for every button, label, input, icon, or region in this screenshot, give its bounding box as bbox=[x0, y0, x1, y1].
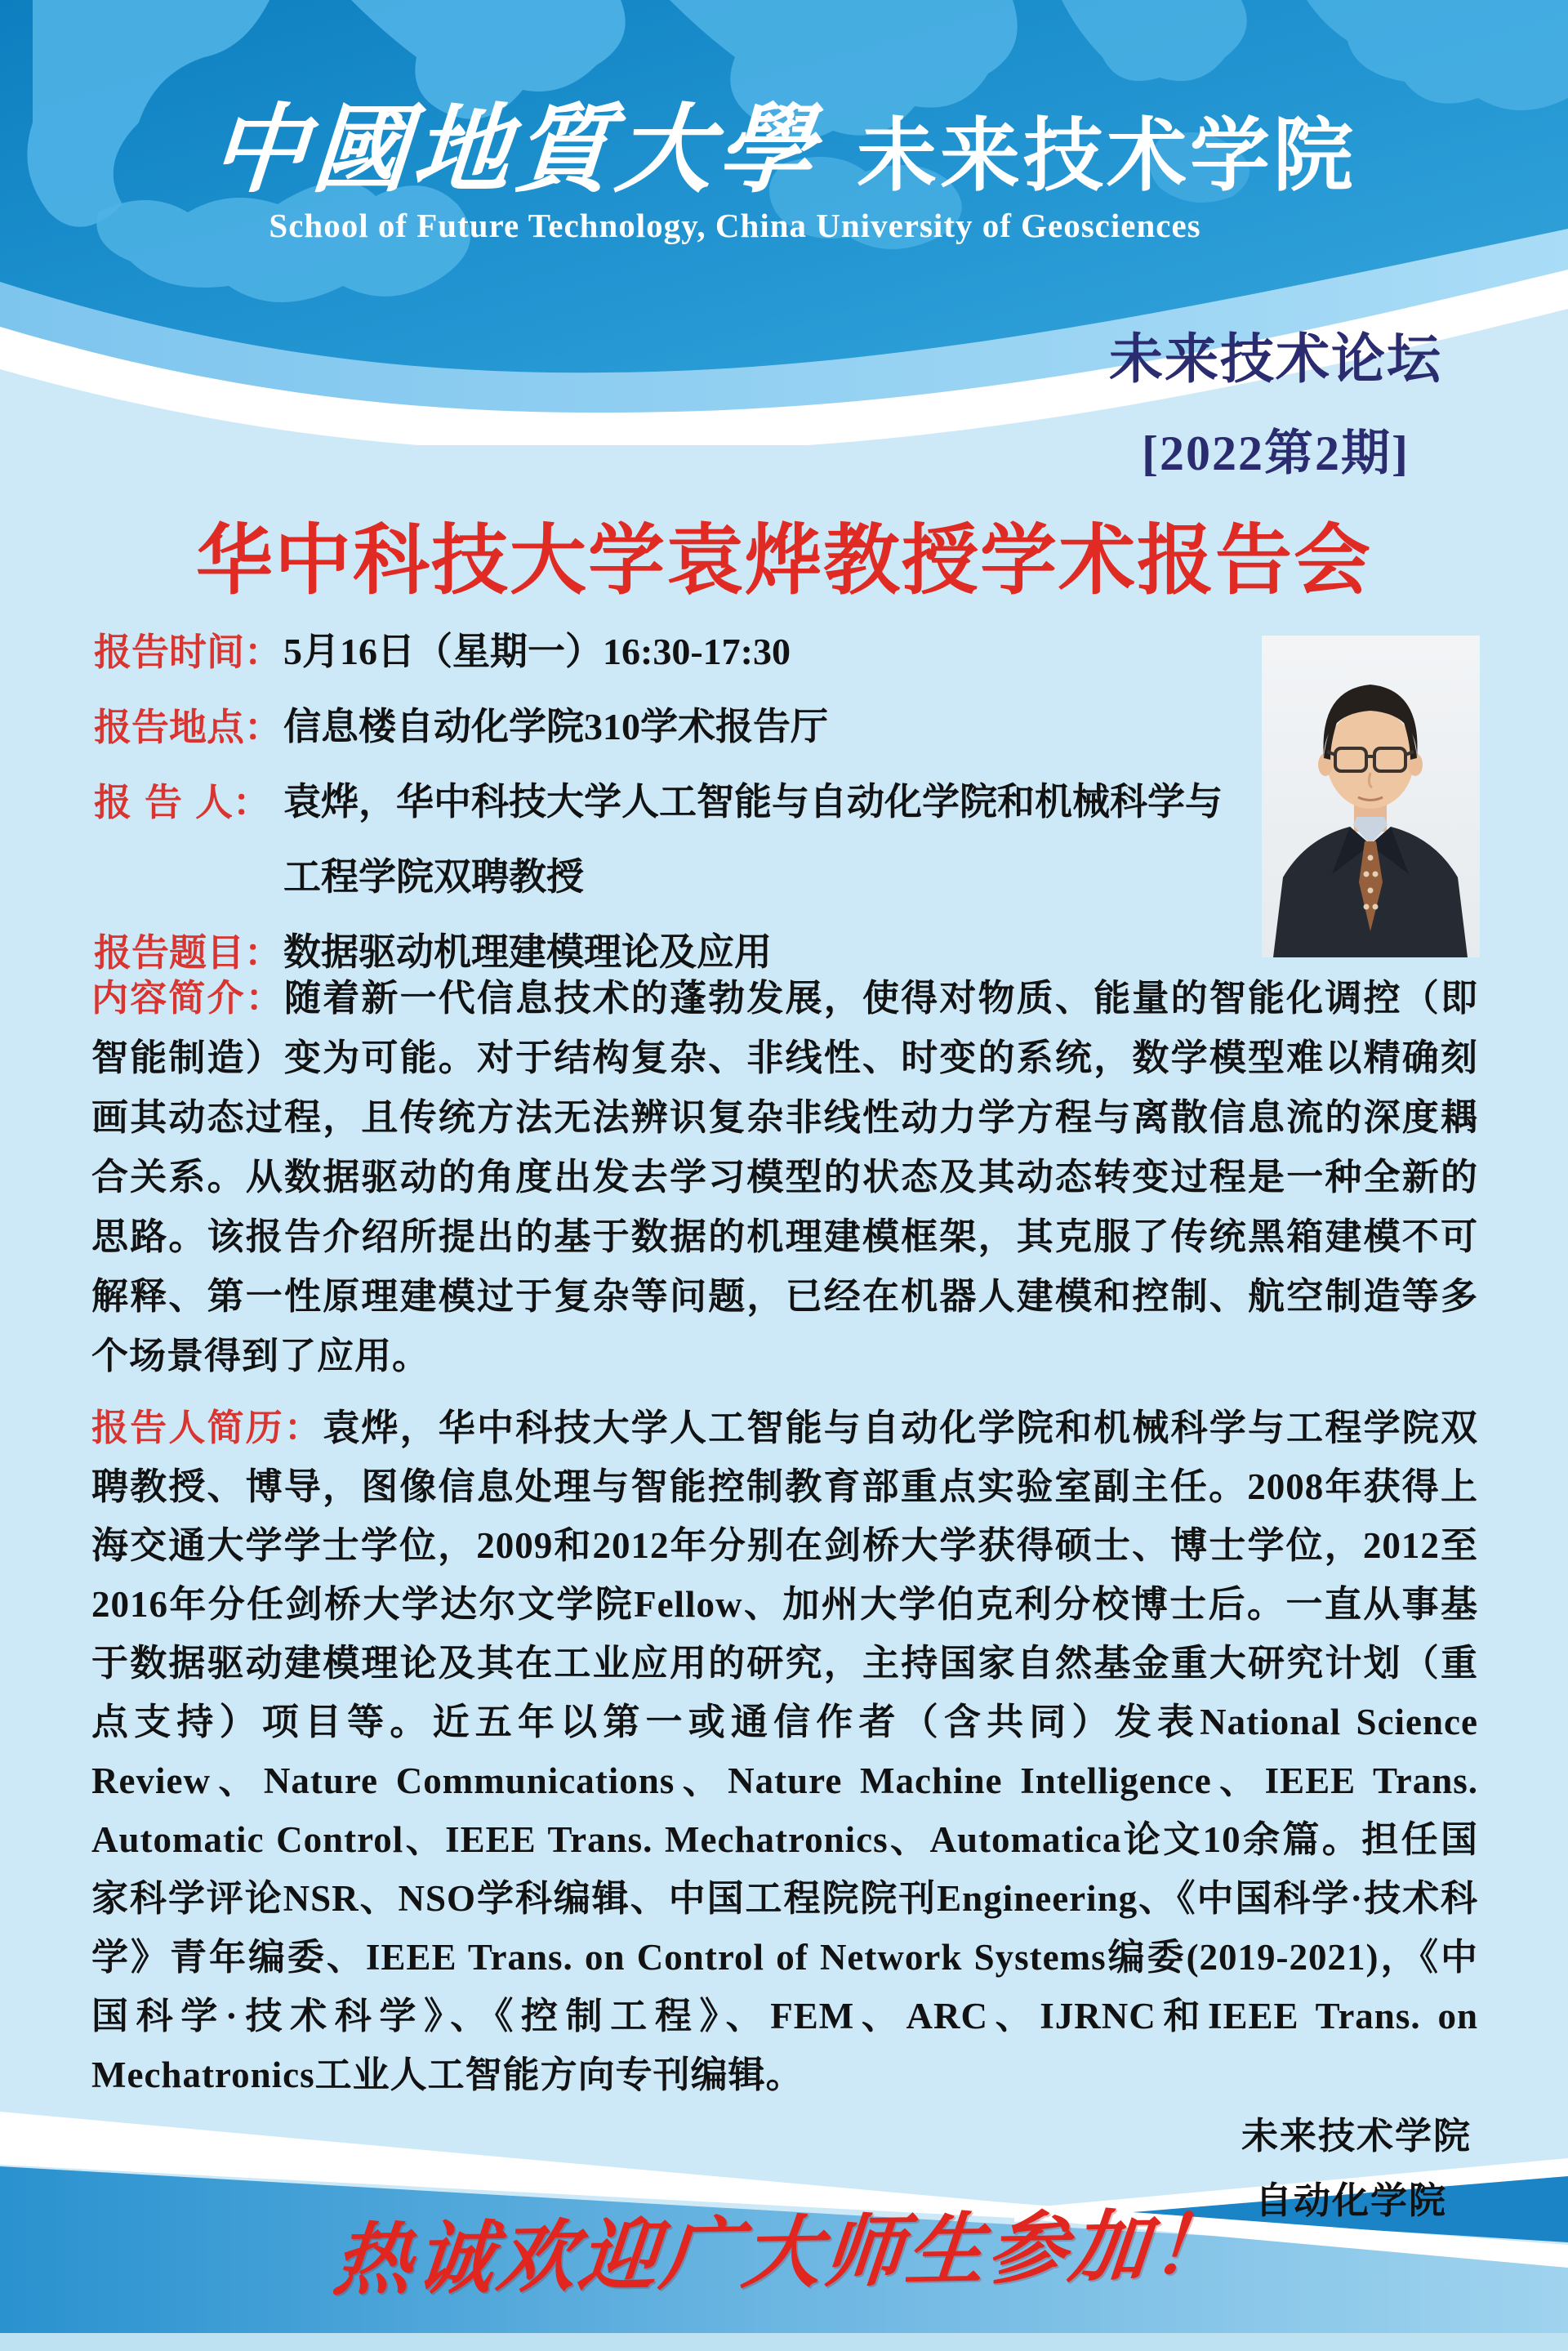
abstract-label: 内容简介： bbox=[91, 976, 284, 1019]
signature-department: 自动化学院 bbox=[1254, 2179, 1447, 2222]
info-label-time: 报告时间： bbox=[94, 630, 282, 674]
info-value-time: 5月16日（星期一）16:30-17:30 bbox=[283, 631, 791, 672]
header-logo bbox=[0, 72, 1568, 211]
header-subtitle-english: School of Future Technology, China University of Geosciences bbox=[269, 207, 1201, 244]
speaker-photo bbox=[1262, 636, 1480, 957]
signature-school: 未来技术学院 bbox=[1241, 2114, 1472, 2157]
forum-name: 未来技术论坛 bbox=[1109, 328, 1442, 390]
abstract-paragraph bbox=[91, 968, 1478, 1385]
info-row-time bbox=[94, 614, 1241, 689]
info-value-location: 信息楼自动化学院310学术报告厅 bbox=[283, 706, 828, 747]
university-logo-text: 中國地質大學 bbox=[207, 92, 823, 206]
bio-paragraph bbox=[91, 1399, 1478, 2104]
abstract-text: 随着新一代信息技术的蓬勃发展，使得对物质、能量的智能化调控（即智能制造）变为可能。对于结构复杂、非线性、时变的系统，数学模型难以精确刻画其动态过程，且传统方法无法辨识复杂非线性动力学方程与离散信息流的深度耦合关系。从数据驱动的角度出发去学习模型的状态及其动态转变过程是一种全新的思路。该报告介绍所提出的基于数据的机理建模框架，其克服了传统黑箱建模不可解释、第一性原理建模过于复杂等问题，已经在机器人建模和控制、航空制造等多个场景得到了应用。 bbox=[91, 976, 1478, 1377]
forum-issue: [2022第2期] bbox=[1142, 426, 1410, 480]
page-title: 华中科技大学袁烨教授学术报告会 bbox=[195, 516, 1372, 605]
info-value-topic: 数据驱动机理建模理论及应用 bbox=[283, 931, 772, 973]
info-row-location bbox=[94, 689, 1241, 765]
bio-label: 报告人简历： bbox=[91, 1406, 323, 1449]
welcome-text: 热诚欢迎广大师生参加！ bbox=[329, 2198, 1238, 2307]
info-label-location: 报告地点： bbox=[94, 705, 282, 749]
info-section bbox=[94, 614, 1241, 990]
forum-block bbox=[1080, 315, 1472, 484]
info-value-speaker: 袁烨，华中科技大学人工智能与自动化学院和机械科学与工程学院双聘教授 bbox=[283, 781, 1223, 898]
info-row-speaker bbox=[94, 765, 1241, 915]
school-logo-text: 未来技术学院 bbox=[857, 109, 1357, 203]
info-label-topic: 报告题目： bbox=[94, 930, 282, 975]
info-label-speaker: 报 告 人： bbox=[94, 780, 271, 824]
bio-text: 袁烨，华中科技大学人工智能与自动化学院和机械科学与工程学院双聘教授、博导，图像信息处理与智能控制教育部重点实验室副主任。2008年获得上海交通大学学士学位，2009和2012年分别在剑桥大学获得硕士、博士学位，2012至2016年分任剑桥大学达尔文学院Fellow、加州大学伯克利分校博士后。一直从事基于数据驱动建模理论及其在工业应用的研究，主持国家自然基金重大研究计划（重点支持）项目等。近五年以第一或通信作者（含共同）发表National Science Review、Nature Communications、Nature Machine Intelligence、IEEE Trans. Automatic Control、IEEE Trans. Mechatronics、Automatica论文10余篇。担任国家科学评论NSR、NSO学科编辑、中国工程院院刊Engineering、《中国科学·技术科学》青年编委、IEEE Trans. on Control of Network Systems编委(2019-2021)，《中国科学·技术科学》、《控制工程》、FEM、ARC、IJRNC和IEEE Trans. on Mechatronics工业人工智能方向专刊编辑。 bbox=[91, 1407, 1478, 2095]
